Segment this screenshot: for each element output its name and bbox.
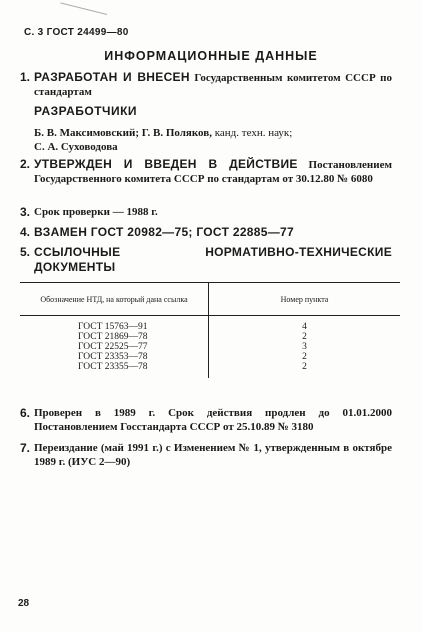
developers-names-1: Б. В. Максимовский; Г. В. Поляков, (34, 127, 212, 139)
col-header-document: Обозначение НТД, на который дана ссылка (20, 283, 209, 316)
page-number: 28 (18, 598, 30, 609)
table-cell-clause: 2 (302, 362, 307, 372)
developers-names-2: С. А. Суховодова (34, 141, 118, 153)
table-row (20, 332, 400, 342)
item-number: 7. (20, 441, 31, 455)
item-text: Постановлением Государственного комитета СССР по стандартам от 30.12.80 № 6080 (34, 159, 392, 185)
item-caps: РАЗРАБОТАН И ВНЕСЕН (34, 70, 190, 84)
item-number: 3. (20, 205, 31, 219)
page-title: ИНФОРМАЦИОННЫЕ ДАННЫЕ (104, 49, 318, 63)
item-number: 1. (20, 70, 31, 84)
table-cell-doc: ГОСТ 23353—78 (20, 352, 209, 362)
table-cell-clause: 3 (302, 342, 307, 352)
item-caps: УТВЕРЖДЕН И ВВЕДЕН В ДЕЙСТВИЕ (34, 157, 298, 171)
info-item-5 (20, 245, 392, 275)
item-text: Переиздание (май 1991 г.) с Изменением № 1, утвержденным в октябре 1989 г. (ИУС 2—90) (34, 442, 392, 468)
info-item-3 (20, 205, 392, 219)
table-cell-clause: 2 (302, 332, 307, 342)
info-item-2 (20, 157, 392, 186)
info-item-4 (20, 225, 392, 240)
item-text: Проверен в 1989 г. Срок действия продлен до 01.01.2000 Постановлением Госстандарта СССР от 25.10.89 № 3180 (34, 407, 392, 433)
developers-degree: канд. техн. наук; (211, 127, 293, 139)
page-header: С. 3 ГОСТ 24499—80 (24, 27, 129, 38)
info-item-7 (20, 441, 392, 469)
developers-names (34, 126, 392, 154)
item-caps: ВЗАМЕН ГОСТ 20982—75; ГОСТ 22885—77 (34, 225, 294, 239)
developers-heading: РАЗРАБОТЧИКИ (34, 104, 138, 118)
item-number: 4. (20, 225, 31, 239)
reference-table (20, 282, 400, 378)
table-cell-doc: ГОСТ 23355—78 (20, 362, 209, 378)
table-cell-doc: ГОСТ 22525—77 (20, 342, 209, 352)
item-number: 6. (20, 406, 31, 420)
item-number: 2. (20, 157, 31, 171)
col-header-clause: Номер пункта (209, 283, 401, 316)
table-cell-clause: 4 (302, 322, 307, 332)
table-row (20, 316, 400, 333)
info-item-6 (20, 406, 392, 434)
table-row (20, 342, 400, 352)
item-text: Срок проверки — 1988 г. (34, 206, 158, 218)
table-row (20, 362, 400, 378)
info-item-1 (20, 70, 392, 99)
table-cell-doc: ГОСТ 21869—78 (20, 332, 209, 342)
item-text: Государственным комитетом СССР по стандартам (34, 72, 393, 98)
table-cell-clause: 2 (302, 352, 307, 362)
table-cell-doc: ГОСТ 15763—91 (20, 316, 209, 333)
scan-artifact-line (57, 2, 107, 28)
item-number: 5. (20, 245, 31, 259)
item-caps: ССЫЛОЧНЫЕ НОРМАТИВНО-ТЕХНИЧЕСКИЕ ДОКУМЕНТЫ (34, 245, 392, 274)
table-row (20, 352, 400, 362)
